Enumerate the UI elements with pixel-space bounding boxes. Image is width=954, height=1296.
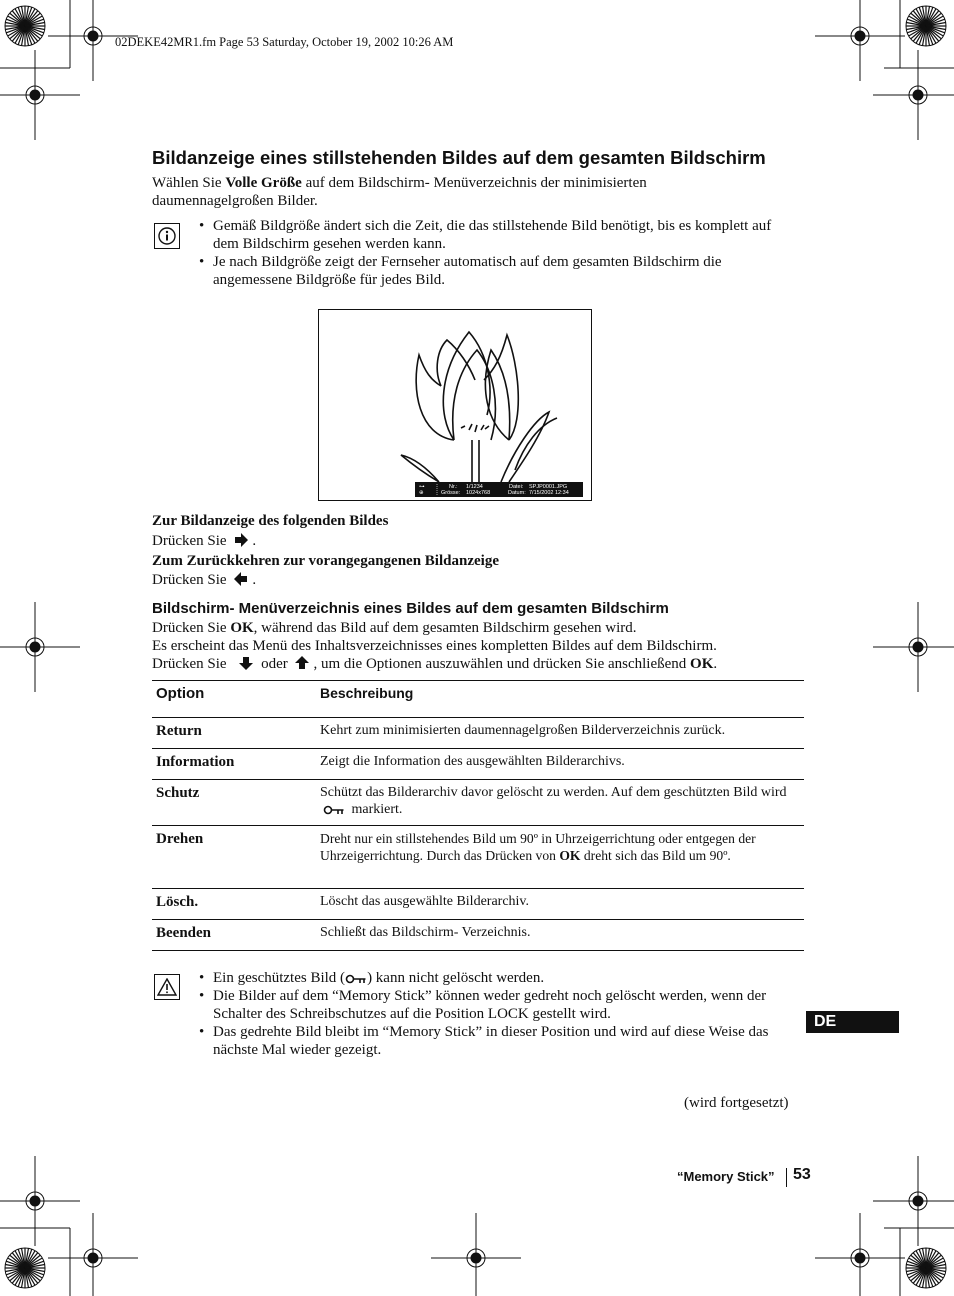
description-cell: Schützt das Bilderarchiv davor gelöscht zu werden. Auf dem geschützten Bild wird markiert. [320, 785, 787, 817]
key-icon [345, 973, 367, 985]
caution-icon [154, 974, 180, 1000]
info-icon [154, 223, 180, 249]
intro-paragraph: Wählen Sie Volle Größe auf dem Bildschirm- Menüverzeichnis der minimisierten daumennagelgroßen Bilder. [152, 175, 647, 209]
arrow-right-icon [233, 532, 249, 548]
table-row [152, 826, 804, 889]
table-header-row [152, 681, 804, 718]
prev-image-instruction: Drücken Sie . [152, 572, 257, 588]
option-cell: Information [156, 754, 235, 770]
starburst-mark [5, 1248, 45, 1288]
meta-size-value: 1024x768 [466, 490, 491, 496]
footer-label: “Memory Stick” [677, 1169, 775, 1184]
crosshair-mark [815, 0, 905, 81]
note-item: • Gemäß Bildgröße ändert sich die Zeit, die das stillstehende Bild benötigt, bis es komplett auf dem Bildschirm gesehen werden kann. [199, 217, 799, 253]
crosshair-mark [0, 50, 80, 140]
crosshair-mark [873, 1156, 954, 1246]
description-cell: Dreht nur ein stillstehendes Bild um 90º in Uhrzeigerrichtung oder entgegen der Uhrzeigerrichtung. Durch das Drücken von OK dreht sich das Bild um 90º. [320, 831, 756, 863]
prev-image-heading: Zum Zurückkehren zur vorangegangenen Bildanzeige [152, 553, 499, 569]
page-number: 53 [793, 1166, 811, 1183]
column-header-description: Beschreibung [320, 685, 414, 701]
tulip-illustration [319, 310, 591, 500]
starburst-mark [906, 6, 946, 46]
arrow-down-icon [238, 655, 254, 671]
table-row [152, 749, 804, 780]
meta-date-value: 7/15/2002 12:34 [529, 490, 569, 496]
svg-text:⊶: ⊶ [419, 484, 425, 490]
caution-item: • Die Bilder auf dem “Memory Stick” können weder gedreht noch gelöscht werden, wenn der Schalter des Schreibschutzes auf die Position LOCK gestellt wird. [199, 987, 799, 1023]
description-cell: Löscht das ausgewählte Bilderarchiv. [320, 894, 530, 909]
fullscreen-image-figure [318, 309, 592, 501]
option-cell: Beenden [156, 925, 212, 941]
caution-item: • Das gedrehte Bild bleibt im “Memory Stick” in dieser Position und wird auf diese Weise das nächste Mal wieder gezeigt. [199, 1023, 799, 1059]
starburst-mark [5, 6, 45, 46]
info-notes [199, 217, 799, 289]
crosshair-mark [873, 602, 954, 692]
description-cell: Zeigt die Information des ausgewählten Bilderarchivs. [320, 754, 625, 769]
crosshair-mark [48, 1213, 138, 1296]
caution-notes [199, 969, 799, 1059]
crosshair-mark [873, 50, 954, 140]
option-cell: Lösch. [156, 894, 199, 910]
section-title: Bildanzeige eines stillstehenden Bildes auf dem gesamten Bildschirm [152, 147, 766, 168]
table-row [152, 889, 804, 920]
table-row [152, 780, 804, 826]
meta-file-value: SPJP0001.JPG [529, 484, 568, 490]
continued-note: (wird fortgesetzt) [684, 1095, 789, 1111]
key-icon [323, 804, 345, 816]
next-image-instruction: Drücken Sie . [152, 533, 257, 549]
svg-text:⊕: ⊕ [419, 490, 424, 496]
option-cell: Drehen [156, 831, 204, 847]
footer-divider [786, 1168, 787, 1187]
next-image-heading: Zur Bildanzeige des folgenden Bildes [152, 513, 389, 529]
arrow-up-icon [294, 655, 310, 671]
option-cell: Return [156, 723, 202, 739]
crosshair-mark [0, 1156, 80, 1246]
file-header: 02DEKE42MR1.fm Page 53 Saturday, October 19, 2002 10:26 AM [115, 35, 454, 49]
meta-nr-value: 1/1234 [466, 484, 483, 490]
column-header-option: Option [156, 685, 205, 702]
starburst-mark [906, 1248, 946, 1288]
menu-section-title: Bildschirm- Menüverzeichnis eines Bildes auf dem gesamten Bildschirm [152, 600, 669, 617]
description-cell: Kehrt zum minimisierten daumennagelgroßen Bilderverzeichnis zurück. [320, 723, 726, 738]
language-tab: DE [806, 1011, 899, 1033]
arrow-left-icon [233, 571, 249, 587]
crosshair-mark [0, 602, 80, 692]
option-cell: Schutz [156, 785, 200, 801]
caution-item: • Ein geschütztes Bild ( ) kann nicht gelöscht werden. [199, 969, 799, 987]
crosshair-mark [815, 1213, 905, 1296]
crosshair-mark [431, 1213, 521, 1296]
note-item: • Je nach Bildgröße zeigt der Fernseher automatisch auf dem gesamten Bildschirm die angemessene Bildgröße für jedes Bild. [199, 253, 799, 289]
meta-nr-label: Nr.: [449, 484, 458, 490]
menu-section-text: Drücken Sie OK, während das Bild auf dem gesamten Bildschirm gesehen wird. Es erscheint das Menü des Inhaltsverzeichnisses eines kompletten Bildes auf dem Bildschirm. Drücken Sie oder , um die Optionen auszuwählen und drücken Sie anschließend OK. [152, 620, 718, 672]
description-cell: Schließt das Bildschirm- Verzeichnis. [320, 925, 531, 940]
meta-size-label: Grösse: [441, 490, 461, 496]
options-table [152, 680, 804, 951]
meta-file-label: Datei: [509, 484, 524, 490]
table-row [152, 920, 804, 951]
meta-date-label: Datum: [508, 490, 526, 496]
table-row [152, 718, 804, 749]
